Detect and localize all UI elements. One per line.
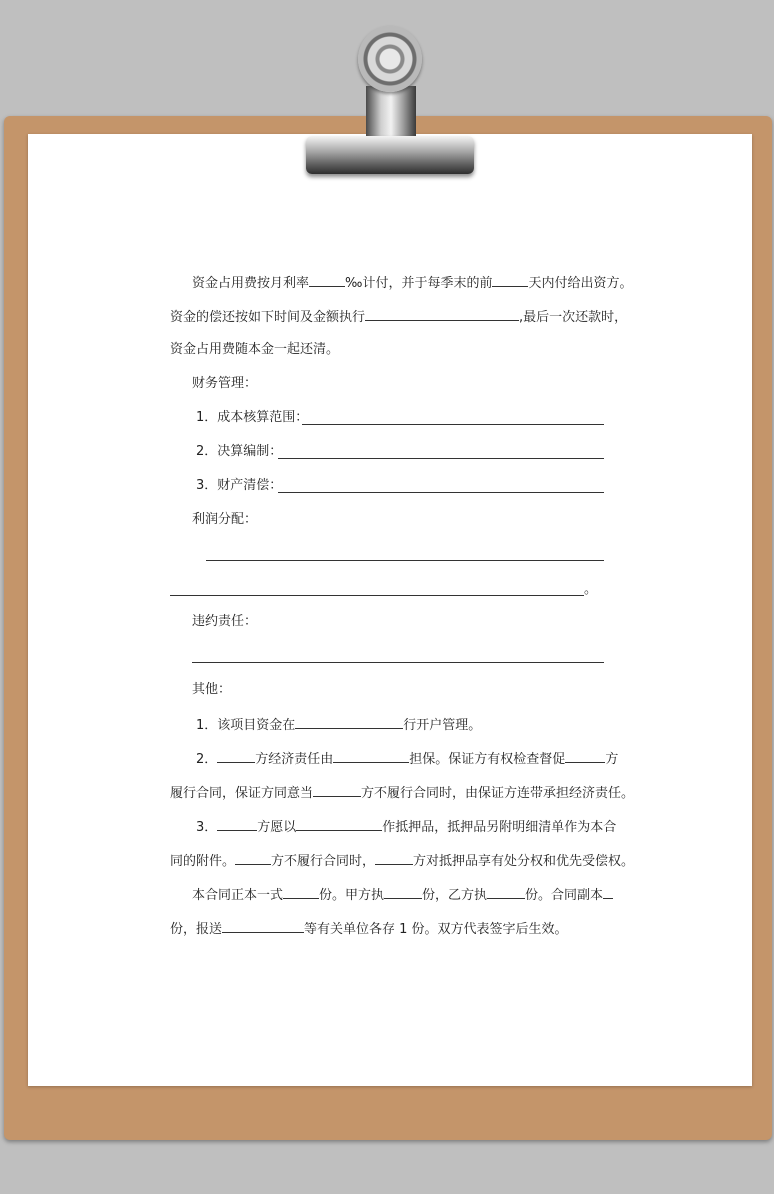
closing-line-2: 份，报送 等有关单位各存 1 份。双方代表签字后生效。	[170, 918, 568, 938]
blank-bank[interactable]	[295, 714, 403, 729]
blank-recipients[interactable]	[222, 918, 304, 933]
paragraph-settle: 资金占用费随本金一起还清。	[170, 342, 340, 357]
other-heading: 其他：	[192, 682, 232, 697]
blank-guarantor[interactable]	[333, 748, 409, 763]
paragraph-repayment: 资金的偿还按如下时间及金额执行 ,最后一次还款时，	[170, 306, 627, 326]
blank-duplicate-copies[interactable]	[603, 884, 613, 899]
profit-heading: 利润分配：	[192, 512, 258, 527]
other-item-3-line-2: 同的附件。 方不履行合同时， 方对抵押品享有处分权和优先受偿权。	[170, 850, 634, 870]
profit-end-mark: 。	[584, 582, 598, 597]
blank-collateral[interactable]	[296, 816, 382, 831]
finance-item-3: 3．财产清偿：	[196, 478, 283, 493]
blank-property-liquidation[interactable]	[278, 492, 604, 493]
other-item-1: 1．该项目资金在 行开户管理。	[196, 714, 481, 734]
blank-profit-line-1[interactable]	[206, 560, 604, 561]
other-item-2-line-1: 2． 方经济责任由 担保。保证方有权检查督促 方	[196, 748, 618, 768]
blank-final-accounts[interactable]	[278, 458, 604, 459]
finance-heading: 财务管理：	[192, 376, 258, 391]
blank-original-copies[interactable]	[283, 884, 319, 899]
blank-pledging-party[interactable]	[217, 816, 257, 831]
paragraph-interest-rate: 资金占用费按月利率 ‰计付，并于每季末的前 天内付给出资方。	[192, 272, 632, 292]
blank-cost-scope[interactable]	[302, 424, 604, 425]
other-item-3-line-1: 3． 方愿以 作抵押品，抵押品另附明细清单作为本合	[196, 816, 616, 836]
other-item-2-line-2: 履行合同，保证方同意当 方不履行合同时，由保证方连带承担经济责任。	[170, 782, 634, 802]
finance-item-2: 2．决算编制：	[196, 444, 283, 459]
blank-party-b-copies[interactable]	[487, 884, 525, 899]
breach-heading: 违约责任：	[192, 614, 258, 629]
blank-supervised-party[interactable]	[565, 748, 605, 763]
closing-line-1: 本合同正本一式 份。甲方执 份，乙方执 份。合同副本	[192, 884, 613, 904]
blank-rate[interactable]	[309, 272, 345, 287]
blank-profit-line-2[interactable]	[170, 595, 584, 596]
finance-item-1: 1．成本核算范围：	[196, 410, 309, 425]
blank-secured-party[interactable]	[375, 850, 413, 865]
blank-default-party-3[interactable]	[235, 850, 271, 865]
blank-days[interactable]	[492, 272, 528, 287]
blank-party[interactable]	[217, 748, 255, 763]
blank-repayment-schedule[interactable]	[365, 306, 519, 321]
blank-party-a-copies[interactable]	[384, 884, 422, 899]
blank-breach[interactable]	[192, 662, 604, 663]
blank-defaulting-party[interactable]	[313, 782, 361, 797]
